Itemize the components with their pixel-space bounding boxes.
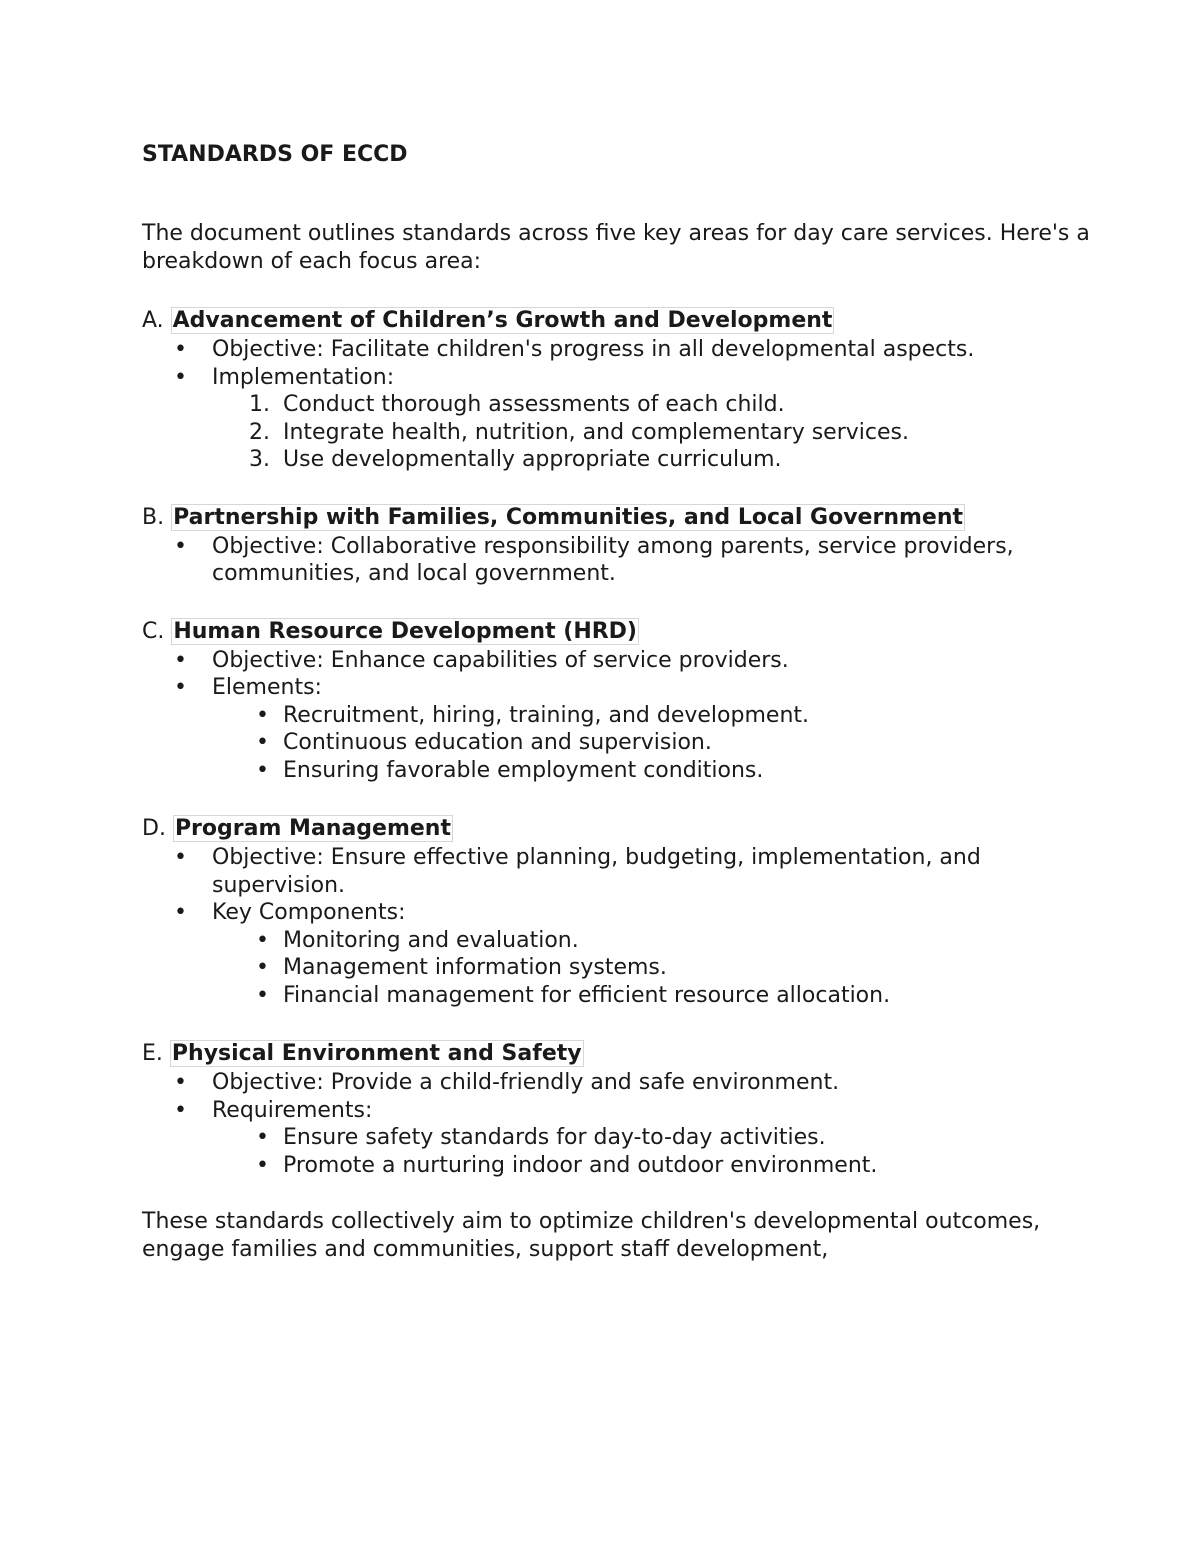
section-title: Advancement of Children’s Growth and Development [172, 308, 833, 333]
sub-label: Key Components: [212, 900, 406, 925]
sub-list-item: • Continuous education and supervision. [212, 729, 1102, 757]
section-letter: A. [142, 308, 164, 333]
section-e-list [142, 1069, 1102, 1179]
list-item: • Objective: Ensure effective planning, budgeting, implementation, and supervision. [142, 844, 1102, 899]
list-item [142, 1097, 1102, 1180]
document-page [142, 138, 1102, 1263]
sub-label: Requirements: [212, 1097, 373, 1123]
section-title: Program Management [174, 816, 451, 841]
sub-label: Elements: [212, 675, 322, 700]
closing-paragraph: These standards collectively aim to optimize children's developmental outcomes, engage families and communities, support staff development, [142, 1209, 1041, 1262]
sub-list-item: • Promote a nurturing indoor and outdoor environment. [212, 1152, 1102, 1180]
section-d-list [142, 844, 1102, 1009]
numbered-list [212, 391, 1102, 474]
document-title: STANDARDS OF ECCD [142, 142, 408, 167]
list-item [142, 899, 1102, 1009]
sub-list [212, 702, 1102, 785]
sub-list-item: • Recruitment, hiring, training, and development. [212, 702, 1102, 730]
section-letter: D. [142, 816, 166, 841]
section-title: Partnership with Families, Communities, and Local Government [173, 504, 964, 530]
sub-list [212, 1124, 1102, 1179]
numbered-item: 2. Integrate health, nutrition, and complementary services. [249, 419, 909, 445]
section-b-heading [142, 503, 1102, 533]
sub-list-item: • Management information systems. [212, 954, 1102, 982]
sub-list-item: • Financial management for efficient resource allocation. [212, 982, 1102, 1010]
numbered-item: 3. Use developmentally appropriate curriculum. [249, 447, 782, 472]
section-title: Physical Environment and Safety [171, 1041, 582, 1066]
list-item: • Objective: Enhance capabilities of service providers. [142, 647, 1102, 675]
section-title: Human Resource Development (HRD) [173, 618, 637, 644]
section-letter: E. [142, 1041, 163, 1066]
intro-paragraph: The document outlines standards across five key areas for day care services. Here's a breakdown of each focus area: [142, 221, 1090, 274]
list-item: • Objective: Provide a child-friendly and safe environment. [142, 1069, 1102, 1097]
section-e-heading [142, 1039, 1102, 1069]
section-d-heading [142, 814, 1102, 844]
section-letter: B. [142, 504, 165, 530]
section-a-heading [142, 306, 1102, 336]
list-item [142, 364, 1102, 474]
sub-list-item: • Ensure safety standards for day-to-day activities. [212, 1124, 1102, 1152]
sub-list-item: • Ensuring favorable employment conditions. [212, 757, 1102, 785]
list-item: • Objective: Collaborative responsibility among parents, service providers, communities, and local government. [142, 533, 1102, 588]
list-item [142, 674, 1102, 784]
section-c-list [142, 647, 1102, 785]
section-c-heading [142, 617, 1102, 647]
sub-list-item: • Monitoring and evaluation. [212, 927, 1102, 955]
numbered-item: 1. Conduct thorough assessments of each child. [249, 392, 785, 417]
list-item: • Objective: Facilitate children's progress in all developmental aspects. [142, 336, 1102, 364]
section-letter: C. [142, 618, 165, 644]
sub-list [212, 927, 1102, 1010]
section-b-list [142, 533, 1102, 588]
sub-label: Implementation: [212, 364, 395, 390]
section-a-list [142, 336, 1102, 474]
